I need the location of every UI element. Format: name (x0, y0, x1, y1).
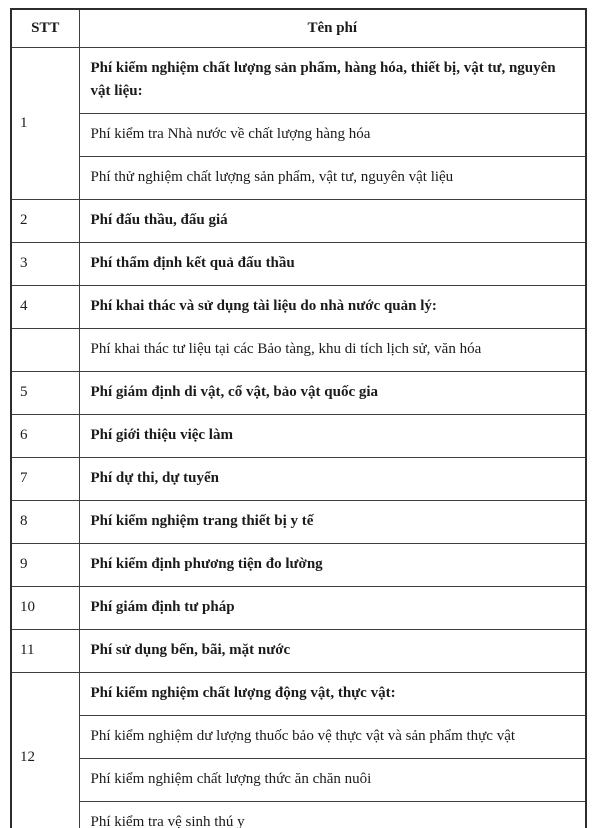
table-row (11, 328, 586, 371)
table-row (11, 199, 586, 242)
fee-table (10, 8, 587, 828)
table-row (11, 371, 586, 414)
fee-name-cell: Phí kiểm định phương tiện đo lường (79, 543, 586, 586)
stt-cell: 4 (11, 285, 79, 328)
table-row (11, 500, 586, 543)
stt-cell: 1 (11, 47, 79, 199)
table-row (11, 672, 586, 715)
fee-name-cell: Phí kiểm tra Nhà nước về chất lượng hàng hóa (79, 113, 586, 156)
fee-name-cell: Phí khai thác và sử dụng tài liệu do nhà nước quản lý: (79, 285, 586, 328)
stt-cell: 10 (11, 586, 79, 629)
fee-name-cell: Phí dự thi, dự tuyển (79, 457, 586, 500)
column-header-stt: STT (11, 9, 79, 47)
fee-name-cell: Phí giám định tư pháp (79, 586, 586, 629)
stt-cell: 8 (11, 500, 79, 543)
stt-cell: 5 (11, 371, 79, 414)
table-row (11, 47, 586, 113)
stt-cell: 11 (11, 629, 79, 672)
table-header-row (11, 9, 586, 47)
table-row (11, 801, 586, 828)
table-row (11, 758, 586, 801)
fee-name-cell: Phí kiểm nghiệm dư lượng thuốc bảo vệ thực vật và sản phẩm thực vật (79, 715, 586, 758)
stt-cell: 6 (11, 414, 79, 457)
column-header-fee-name: Tên phí (79, 9, 586, 47)
fee-name-cell: Phí khai thác tư liệu tại các Bảo tàng, khu di tích lịch sử, văn hóa (79, 328, 586, 371)
stt-cell: 9 (11, 543, 79, 586)
fee-name-cell: Phí đấu thầu, đấu giá (79, 199, 586, 242)
stt-cell: 3 (11, 242, 79, 285)
stt-cell: 12 (11, 672, 79, 828)
fee-name-cell: Phí thẩm định kết quả đấu thầu (79, 242, 586, 285)
table-row (11, 586, 586, 629)
fee-name-cell: Phí thử nghiệm chất lượng sản phẩm, vật tư, nguyên vật liệu (79, 156, 586, 199)
fee-name-cell: Phí giới thiệu việc làm (79, 414, 586, 457)
fee-name-cell: Phí sử dụng bến, bãi, mặt nước (79, 629, 586, 672)
fee-name-cell: Phí kiểm nghiệm chất lượng sản phẩm, hàng hóa, thiết bị, vật tư, nguyên vật liệu: (79, 47, 586, 113)
fee-name-cell: Phí kiểm nghiệm trang thiết bị y tế (79, 500, 586, 543)
stt-cell: 7 (11, 457, 79, 500)
fee-name-cell: Phí kiểm nghiệm chất lượng động vật, thực vật: (79, 672, 586, 715)
table-row (11, 414, 586, 457)
table-row (11, 156, 586, 199)
fee-name-cell: Phí kiểm nghiệm chất lượng thức ăn chăn nuôi (79, 758, 586, 801)
table-row (11, 543, 586, 586)
table-row (11, 715, 586, 758)
table-row (11, 285, 586, 328)
table-row (11, 242, 586, 285)
table-row (11, 113, 586, 156)
stt-cell (11, 328, 79, 371)
fee-name-cell: Phí giám định di vật, cổ vật, bảo vật quốc gia (79, 371, 586, 414)
table-row (11, 629, 586, 672)
table-row (11, 457, 586, 500)
fee-name-cell: Phí kiểm tra vệ sinh thú y (79, 801, 586, 828)
stt-cell: 2 (11, 199, 79, 242)
